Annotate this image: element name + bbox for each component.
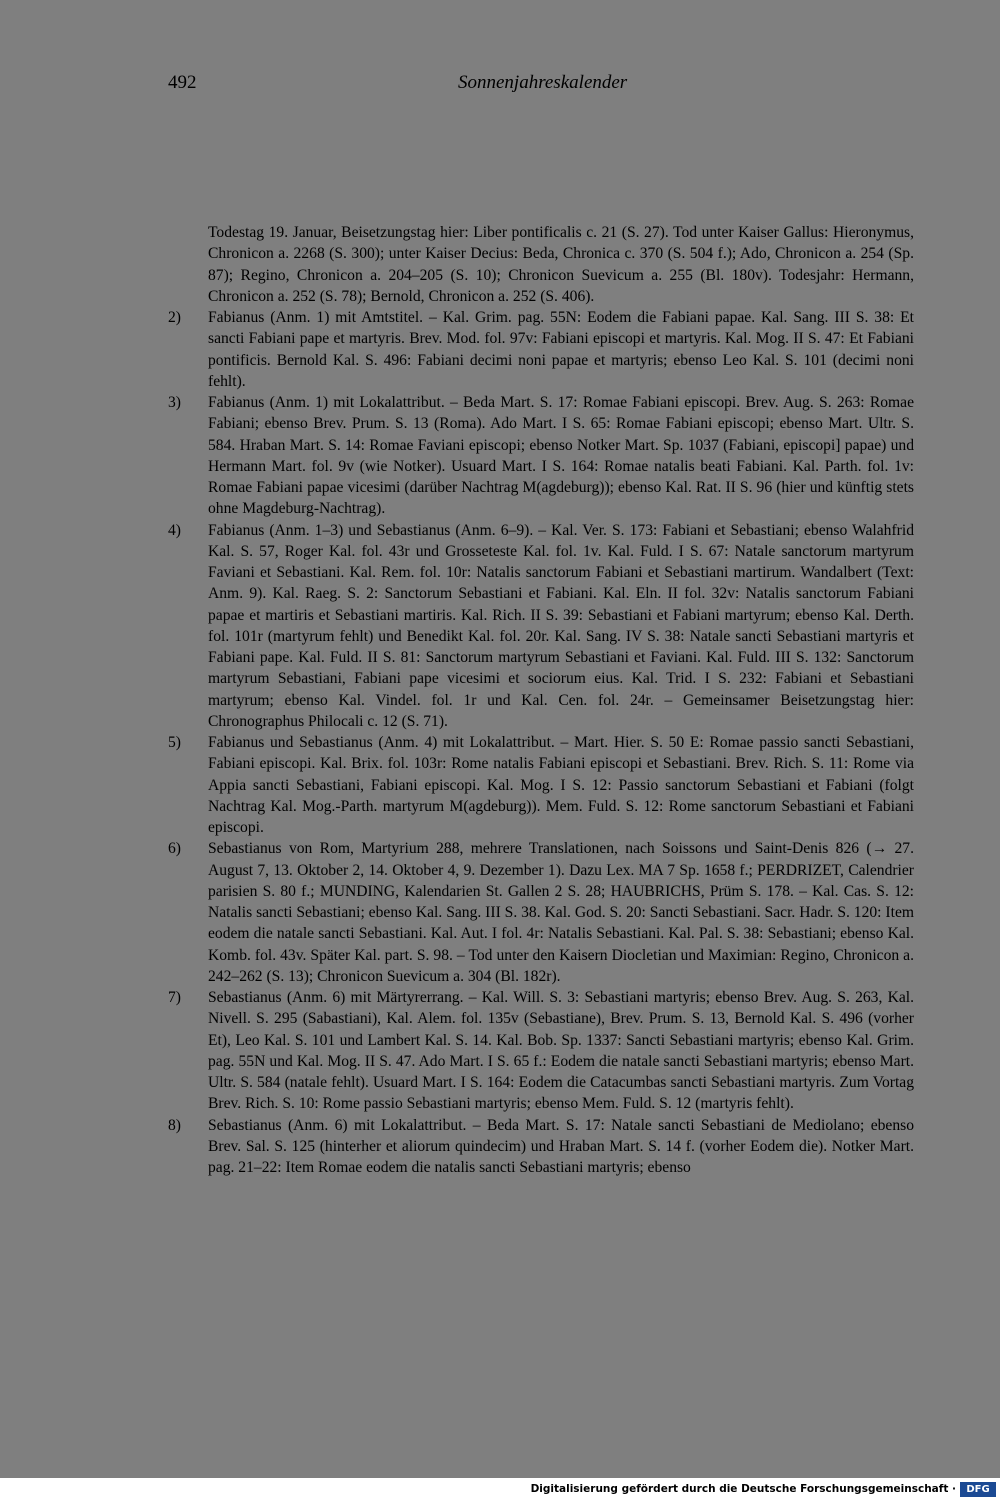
footnote-8 xyxy=(168,1115,914,1179)
footnote-marker: 7) xyxy=(168,989,181,1006)
funding-footer xyxy=(0,1478,1000,1502)
footnote-text: Fabianus und Sebastianus (Anm. 4) mit Lokalattribut. – Mart. Hier. S. 50 E: Romae passio sancti Sebastiani, Fabiani episcopi. Kal. Brix. fol. 103r: Rome natalis Fabiani episcopi et Sebastiani. Brev. Rich. S. 11: Rome via Appia sancti Sebastiani, Fabiani episcopi. Kal. Mog. I S. 12: Passio sanctorum Sebastiani et Fabiani (folgt Nachtrag Kal. Mog.-Parth. martyrum M(agdeburg)). Mem. Fuld. S. 12: Rome sanctorum Sebastiani et Fabiani episcopi. xyxy=(208,734,914,836)
footnote-text: Sebastianus (Anm. 6) mit Lokalattribut. – Beda Mart. S. 17: Natale sancti Sebastiani de Mediolano; ebenso Brev. Sal. S. 125 (hinterher et aliorum quindecim) und Hraban Mart. S. 14 f. (vorher Eodem die). Notker Mart. pag. 21–22: Item Romae eodem die natalis sancti Sebastiani martyris; ebenso xyxy=(208,1116,914,1176)
footnote-5 xyxy=(168,732,914,838)
footnote-marker: 3) xyxy=(168,394,181,411)
footnote-6 xyxy=(168,838,914,987)
footnote-marker: 8) xyxy=(168,1116,181,1134)
footnote-marker: 6) xyxy=(168,840,181,858)
footnote-marker: 2) xyxy=(168,309,181,326)
footnote-marker: 5) xyxy=(168,734,181,751)
footnote-text: Sebastianus (Anm. 6) mit Märtyrerrang. – Kal. Will. S. 3: Sebastiani martyris; ebenso Brev. Aug. S. 263, Kal. Nivell. S. 295 (Sabastiani), Kal. Alem. fol. 135v (Sebastiane), Brev. Prum. S. 13, Bernold Kal. S. 496 (vorher Et), Leo Kal. S. 101 und Lambert Kal. S. 14. Kal. Bob. Sp. 1337: Sancti Sebastiani martyris; ebenso Kal. Grim. pag. 55N und Kal. Mog. II S. 47. Ado Mart. I S. 65 f.: Eodem die natale sancti Sebastiani martyris; ebenso Mart. Ultr. S. 584 (natale fehlt). Usuard Mart. I S. 164: Eodem die Catacumbas sancti Sebastiani martyris. Zum Vortag Brev. Rich. S. 10: Rome passio Sebastiani martyris; ebenso Mem. Fuld. S. 12 (martyris fehlt). xyxy=(208,989,914,1113)
footnote-text: Fabianus (Anm. 1) mit Amtstitel. – Kal. Grim. pag. 55N: Eodem die Fabiani papae. Kal. Sang. III S. 38: Et sancti Fabiani pape et martyris. Brev. Mod. fol. 97v: Fabiani episcopi et martyris. Kal. Mog. II S. 47: Et Fabiani pontificis. Bernold Kal. S. 496: Fabiani decimi noni papae et martyris; ebenso Leo Kal. S. 101 (decimi noni fehlt). xyxy=(208,309,914,390)
footnote-text: Sebastianus von Rom, Martyrium 288, mehrere Translationen, nach Soissons und Saint-Denis 826 (→ 27. August 7, 13. Oktober 2, 14. Oktober 4, 9. Dezember 1). Dazu Lex. MA 7 Sp. 1658 f.; PERDRIZET, Calendrier parisien S. 80 f.; MUNDING, Kalendarien St. Gallen 2 S. 28; HAUBRICHS, Prüm S. 178. – Kal. Cas. S. 12: Natalis sancti Sebastiani; ebenso Kal. Sang. III S. 38. Kal. God. S. 20: Sancti Sebastiani. Sacr. Hadr. S. 120: Item eodem die natale sancti Sebastiani. Kal. Aut. I fol. 4r: Natalis Sebastiani. Kal. Pal. S. 38: Sebastiani; ebenso Kal. Komb. fol. 43v. Später Kal. part. S. 98. – Tod unter den Kaisern Diocletian und Maximian: Regino, Chronicon a. 242–262 (S. 13); Chronicon Suevicum a. 304 (Bl. 182r). xyxy=(208,840,914,985)
footnote-4 xyxy=(168,520,914,733)
footnotes xyxy=(168,222,914,1178)
page-header xyxy=(168,72,920,102)
footnote-marker: 4) xyxy=(168,521,181,539)
footnote-7 xyxy=(168,987,914,1115)
footnote-text: Todestag 19. Januar, Beisetzungstag hier: Liber pontificalis c. 21 (S. 27). Tod unter Kaiser Gallus: Hieronymus, Chronicon a. 2268 (S. 300); unter Kaiser Decius: Beda, Chronica c. 370 (S. 504 f.); Ado, Chronicon a. 254 (Sp. 87); Regino, Chronicon a. 204–205 (S. 10); Chronicon Suevicum a. 255 (Bl. 180v). Todesjahr: Hermann, Chronicon a. 252 (S. 78); Bernold, Chronicon a. 252 (S. 406). xyxy=(208,224,914,305)
funding-credit: Digitalisierung gefördert durch die Deutsche Forschungsgemeinschaft · xyxy=(530,1483,956,1495)
footnote-2 xyxy=(168,307,914,392)
page-number: 492 xyxy=(168,72,197,93)
footnote-1-continuation xyxy=(208,222,914,307)
dfg-logo: DFG xyxy=(960,1482,996,1497)
running-title: Sonnenjahreskalender xyxy=(458,72,628,93)
footnote-text: Fabianus (Anm. 1) mit Lokalattribut. – Beda Mart. S. 17: Romae Fabiani episcopi. Brev. Aug. S. 263: Romae Fabiani; ebenso Brev. Prum. S. 13 (Roma). Ado Mart. I S. 65: Romae Fabiani episcopi; ebenso Mart. Ultr. S. 584. Hraban Mart. S. 14: Romae Faviani episcopi; ebenso Notker Mart. Sp. 1037 (Fabiani, episcopi] papae) und Hermann Mart. fol. 9v (wie Notker). Usuard Mart. I S. 164: Romae natalis beati Fabiani. Kal. Parth. fol. 1v: Romae Fabiani papae vicesimi (darüber Nachtrag M(agdeburg)); ebenso Kal. Rat. II S. 96 (hier und künftig stets ohne Magdeburg-Nachtrag). xyxy=(208,394,914,518)
footnote-3 xyxy=(168,392,914,520)
footnote-text: Fabianus (Anm. 1–3) und Sebastianus (Anm. 6–9). – Kal. Ver. S. 173: Fabiani et Sebastiani; ebenso Walahfrid Kal. S. 57, Roger Kal. fol. 43r und Grosseteste Kal. fol. 1v. Kal. Fuld. I S. 67: Natale sanctorum martyrum Faviani et Sebastiani. Kal. Rem. fol. 10r: Natalis sanctorum Fabiani et Sebastiani martirum. Wandalbert (Text: Anm. 9). Kal. Raeg. S. 2: Sanctorum Sebastiani et Fabiani. Kal. Eln. II fol. 32v: Natalis sanctorum Fabiani papae et martiris et Sebastiani martiris. Kal. Rich. II S. 39: Sebastiani et Fabiani martyrum; ebenso Kal. Derth. fol. 101r (martyrum fehlt) und Benedikt Kal. fol. 20r. Kal. Sang. IV S. 38: Natale sancti Sebastiani martyris et Fabiani pape. Kal. Fuld. II S. 81: Sanctorum martyrum Sebastiani et Faviani. Kal. Fuld. III S. 132: Sanctorum martyrum Sebastiani, Fabiani pape vicesimi et sociorum eius. Kal. Trid. I S. 232: Fabiani et Sebastiani martyrum; ebenso Kal. Vindel. fol. 1r und Kal. Cen. fol. 24r. – Gemeinsamer Beisetzungstag hier: Chronographus Philocali c. 12 (S. 71). xyxy=(208,521,914,730)
